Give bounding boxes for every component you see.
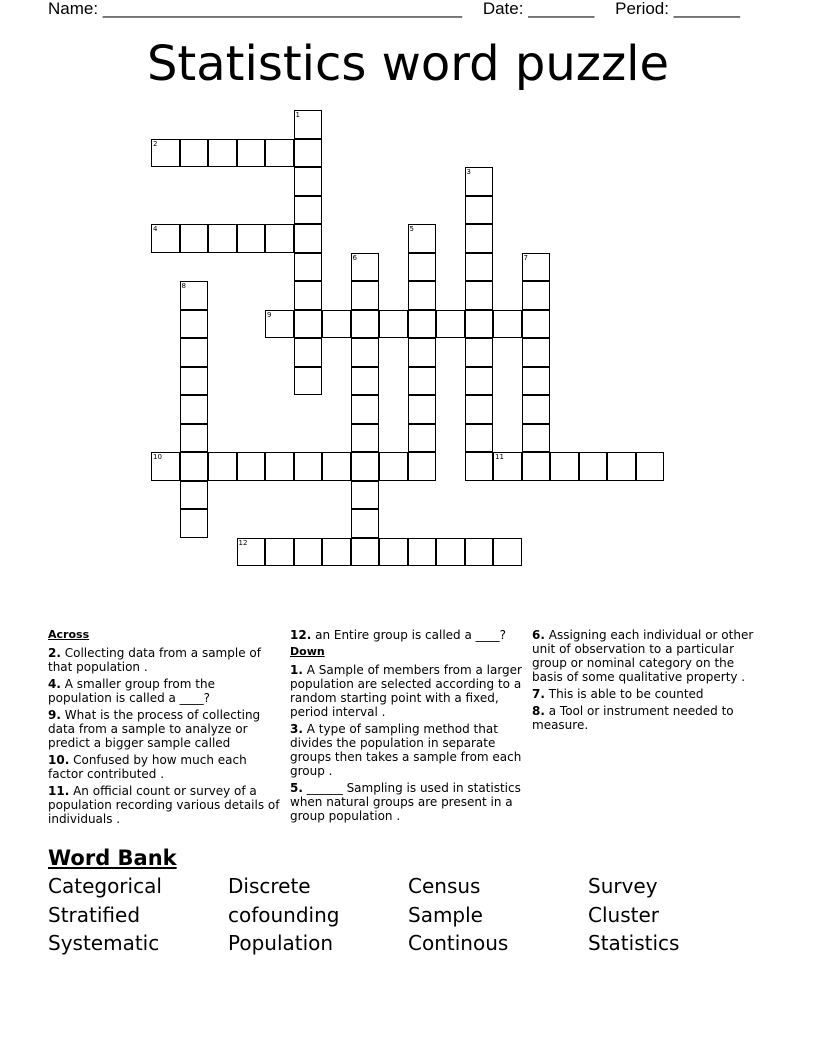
crossword-cell[interactable] [379, 538, 408, 567]
crossword-cell[interactable] [294, 281, 323, 310]
crossword-cell[interactable] [351, 509, 380, 538]
word-bank-word: Discrete [228, 874, 311, 898]
clue-number-label: 7 [523, 253, 528, 262]
crossword-cell[interactable] [493, 538, 522, 567]
crossword-cell[interactable] [180, 481, 209, 510]
down-heading: Down [290, 645, 325, 658]
clue-column-1 [48, 628, 280, 829]
clue-down-1: 1. A Sample of members from a larger population are selected according to a random starting point with a fixed, period interval . [290, 663, 522, 719]
crossword-cell[interactable] [465, 253, 494, 282]
crossword-cell[interactable] [522, 338, 551, 367]
clue-number-label: 1 [295, 111, 300, 119]
crossword-cell[interactable] [522, 395, 551, 424]
name-blank[interactable]: ______________________________________ [102, 0, 463, 18]
crossword-cell[interactable] [465, 338, 494, 367]
crossword-cell[interactable] [294, 139, 323, 168]
across-heading: Across [48, 628, 90, 641]
crossword-cell[interactable] [180, 310, 209, 339]
crossword-cell[interactable] [294, 110, 323, 139]
clue-down-5: 5. ______ Sampling is used in statistics when natural groups are present in a group population . [290, 781, 521, 823]
crossword-cell[interactable] [180, 395, 209, 424]
crossword-cell[interactable] [294, 538, 323, 567]
crossword-cell[interactable] [294, 338, 323, 367]
clue-column-2 [290, 628, 522, 826]
crossword-cell[interactable] [180, 139, 209, 168]
clue-down-6: 6. Assigning each individual or other unit of observation to a particular group or nominal category on the basis of some qualitative property . [532, 628, 754, 684]
word-bank-word: Continous [408, 931, 509, 955]
crossword-cell[interactable] [208, 139, 237, 168]
page-title: Statistics word puzzle [146, 36, 670, 92]
word-bank-word: Population [228, 931, 334, 955]
crossword-cell[interactable] [265, 224, 294, 253]
word-bank-word: Census [408, 874, 481, 898]
clue-down-3: 3. A type of sampling method that divides the population in separate groups then takes a sample from each group . [290, 722, 522, 778]
crossword-cell[interactable] [351, 281, 380, 310]
crossword-cell[interactable] [351, 452, 380, 481]
crossword-cell[interactable] [265, 310, 294, 339]
crossword-cell[interactable] [436, 538, 465, 567]
word-bank-word: Survey [588, 874, 658, 898]
crossword-cell[interactable] [351, 538, 380, 567]
crossword-cell[interactable] [579, 452, 608, 481]
clue-across-10: 10. Confused by how much each factor contributed . [48, 753, 247, 781]
crossword-cell[interactable] [522, 367, 551, 396]
period-label: Period: [615, 0, 669, 18]
crossword-cell[interactable] [180, 367, 209, 396]
crossword-cell[interactable] [465, 310, 494, 339]
crossword-cell[interactable] [180, 281, 209, 310]
clue-across-2: 2. Collecting data from a sample of that population . [48, 646, 261, 674]
crossword-cell[interactable] [180, 452, 209, 481]
crossword-cell[interactable] [493, 452, 522, 481]
crossword-cell[interactable] [408, 310, 437, 339]
crossword-cell[interactable] [322, 452, 351, 481]
crossword-cell[interactable] [607, 452, 636, 481]
crossword-cell[interactable] [636, 452, 665, 481]
clue-across-9: 9. What is the process of collecting data from a sample to analyze or predict a bigger sample called [48, 708, 261, 750]
clue-down-7: 7. This is able to be counted [532, 687, 704, 701]
crossword-cell[interactable] [522, 452, 551, 481]
crossword-cell[interactable] [265, 139, 294, 168]
date-label: Date: [482, 0, 524, 18]
crossword-cell[interactable] [322, 538, 351, 567]
crossword-cell[interactable] [522, 310, 551, 339]
crossword-cell[interactable] [294, 367, 323, 396]
crossword-cell[interactable] [351, 424, 380, 453]
header-fields [48, 0, 740, 18]
name-label: Name: [48, 0, 99, 18]
word-bank-word: Statistics [588, 931, 680, 955]
crossword-cell[interactable] [180, 424, 209, 453]
crossword-cell[interactable] [208, 224, 237, 253]
crossword-cell[interactable] [151, 224, 180, 253]
clue-number-label: 6 [352, 253, 357, 262]
period-blank[interactable]: _______ [673, 0, 740, 18]
crossword-cell[interactable] [180, 338, 209, 367]
crossword-cell[interactable] [237, 139, 266, 168]
crossword-cell[interactable] [408, 395, 437, 424]
clue-number-label: 12 [238, 538, 248, 547]
crossword-cell[interactable] [408, 281, 437, 310]
word-bank-title: Word Bank [48, 846, 177, 870]
crossword-cell[interactable] [379, 452, 408, 481]
word-bank-word: Categorical [48, 874, 162, 898]
crossword-cell[interactable] [465, 224, 494, 253]
crossword-cell[interactable] [408, 452, 437, 481]
clue-across-12: 12. an Entire group is called a ____? [290, 628, 506, 642]
clue-number-label: 9 [267, 310, 272, 319]
crossword-cell[interactable] [237, 224, 266, 253]
crossword-cell[interactable] [351, 395, 380, 424]
crossword-cell[interactable] [522, 424, 551, 453]
clue-number-label: 5 [409, 225, 414, 233]
crossword-cell[interactable] [408, 538, 437, 567]
crossword-cell[interactable] [408, 338, 437, 367]
crossword-cell[interactable] [265, 452, 294, 481]
crossword-cell[interactable] [237, 452, 266, 481]
word-bank-word: Systematic [48, 931, 160, 955]
crossword-cell[interactable] [465, 367, 494, 396]
crossword-cell[interactable] [379, 310, 408, 339]
clue-number-label: 10 [153, 453, 162, 461]
clue-number-label: 4 [153, 225, 158, 233]
crossword-cell[interactable] [180, 509, 209, 538]
clue-number-label: 8 [181, 282, 186, 290]
clue-column-3 [532, 628, 764, 735]
crossword-cell[interactable] [294, 253, 323, 282]
crossword-cell[interactable] [408, 424, 437, 453]
crossword-cell[interactable] [351, 481, 380, 510]
crossword-cell[interactable] [493, 310, 522, 339]
crossword-cell[interactable] [151, 139, 180, 168]
crossword-cell[interactable] [322, 310, 351, 339]
crossword-cell[interactable] [408, 253, 437, 282]
clue-number-label: 11 [495, 453, 504, 461]
crossword-cell[interactable] [237, 538, 266, 567]
crossword-cell[interactable] [465, 281, 494, 310]
crossword-cell[interactable] [294, 310, 323, 339]
word-bank-word: Sample [408, 903, 483, 927]
crossword-cell[interactable] [408, 224, 437, 253]
crossword-cell[interactable] [151, 452, 180, 481]
crossword-cell[interactable] [408, 367, 437, 396]
crossword-cell[interactable] [294, 196, 323, 225]
crossword-cell[interactable] [465, 424, 494, 453]
clue-number-label: 2 [153, 139, 158, 148]
clue-across-4: 4. A smaller group from the population is called a ____? [48, 677, 215, 705]
crossword-cell[interactable] [465, 196, 494, 225]
crossword-cell[interactable] [180, 224, 209, 253]
crossword-cell[interactable] [465, 538, 494, 567]
crossword-cell[interactable] [208, 452, 237, 481]
date-blank[interactable]: _______ [528, 0, 595, 18]
word-bank-word: Cluster [588, 903, 659, 927]
crossword-cell[interactable] [294, 452, 323, 481]
crossword-cell[interactable] [465, 395, 494, 424]
crossword-cell[interactable] [465, 167, 494, 196]
crossword-cell[interactable] [351, 253, 380, 282]
clue-down-8: 8. a Tool or instrument needed to measure. [532, 704, 734, 732]
crossword-cell[interactable] [351, 367, 380, 396]
crossword-cell[interactable] [436, 310, 465, 339]
crossword-cell[interactable] [522, 281, 551, 310]
crossword-cell[interactable] [550, 452, 579, 481]
crossword-cell[interactable] [294, 224, 323, 253]
clue-number-label: 3 [466, 168, 471, 176]
crossword-cell[interactable] [522, 253, 551, 282]
crossword-cell[interactable] [294, 167, 323, 196]
clue-across-11: 11. An official count or survey of a population recording various details of individuals . [48, 784, 280, 826]
crossword-cell[interactable] [265, 538, 294, 567]
crossword-cell[interactable] [351, 338, 380, 367]
crossword-cell[interactable] [351, 310, 380, 339]
crossword-cell[interactable] [465, 452, 494, 481]
word-bank-word: cofounding [228, 903, 340, 927]
word-bank-word: Stratified [48, 903, 141, 927]
